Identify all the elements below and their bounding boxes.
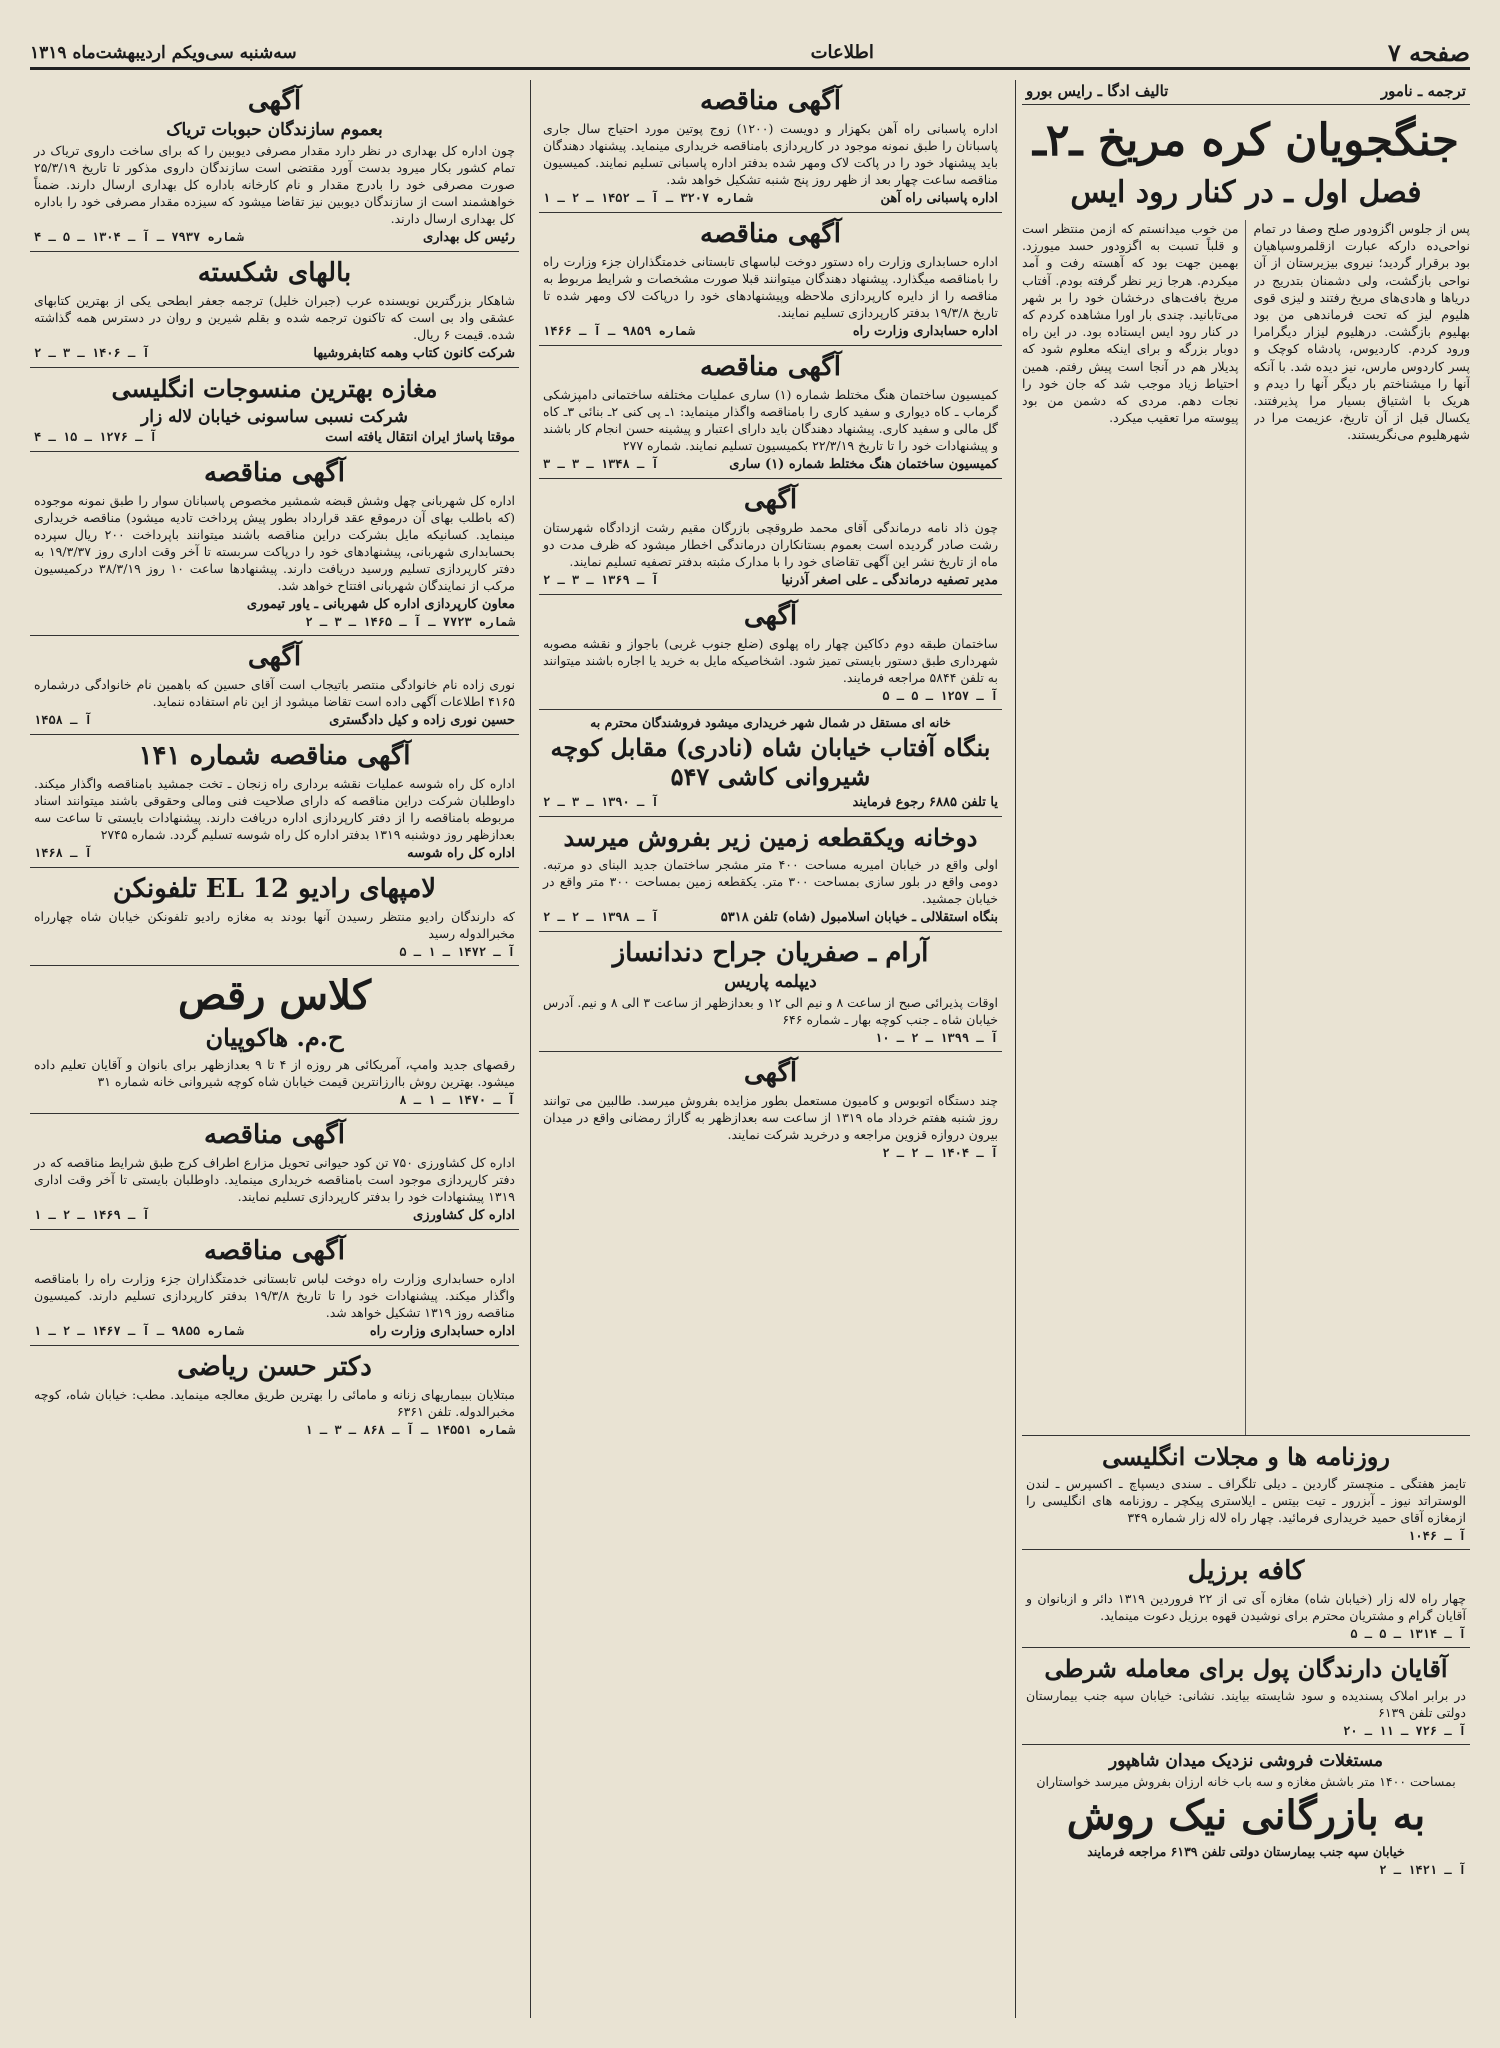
ad-serial: آ ـ ۱۴۲۱ ـ ۲ [1379, 1863, 1466, 1877]
ad-serial: آ ـ ۱۳۶۹ ـ ۳ ـ ۲ [543, 573, 659, 587]
ad-body: اوقات پذیرائی صبح از ساعت ۸ و نیم الی ۱۲ و بعدازظهر از ساعت ۳ الی ۸ و نیم. آدرس خیابان شاه ـ جنب کوچه بهار ـ شماره ۶۴۶ [543, 995, 998, 1027]
ad-loans [1022, 1648, 1470, 1745]
story-credits [1022, 80, 1470, 105]
ad-dance [30, 966, 519, 1114]
ad-shops [539, 595, 1002, 710]
ad-brand: به بازرگانی نیک روش [1066, 1792, 1426, 1839]
ad-title: بنگاه آفتاب خیابان شاه (نادری) مقابل کوچه شیروانی کاشی ۵۴۷ [550, 733, 991, 791]
ad-body: کمیسیون ساختمان هنگ مختلط شماره (۱) ساری عملیات مختلفه ساختمانی دامپزشکی گرماب ـ کاه دیواری و سفید کاری را بامناقصه واگذار مینماید: ۱ـ پی کنی ۲ـ بنائی ۳ـ کاه گل مالی و سفید کاری. پیشنهاد دهندگان باید دارای اعتبار و پیشینه حسن انجام کار باشند و پیشنهادات خود را تا تاریخ ۲۲/۳/۱۹ بکمیسیون تسلیم نمایند. شماره ۲۷۷ [543, 387, 998, 453]
ad-liquidation [539, 479, 1002, 595]
ad-serial: آ ـ ۱۴۷۰ ـ ۱ ـ ۸ [399, 1093, 515, 1107]
ad-title: آگهی [247, 86, 302, 116]
ad-serial: آ ـ ۱۳۹۰ ـ ۳ ـ ۲ [543, 795, 659, 809]
ad-signer: معاون کارپردازی اداره کل شهربانی ـ یاور تیموری [246, 597, 515, 612]
ad-tender-rail [539, 80, 1002, 213]
ad-title: آگهی [743, 1058, 798, 1088]
paper-name: اطلاعات [810, 42, 874, 63]
ad-title: آگهی [743, 485, 798, 515]
column-story [1015, 80, 1470, 2018]
ad-body: که دارندگان رادیو منتظر رسیدن آنها بودند به مغازه رادیو تلفونکن خیابان شاه چهارراه مخبرالدوله رسید [34, 909, 515, 941]
ad-body: خانه ای مستقل در شمال شهر خریداری میشود فروشندگان محترم به [590, 715, 951, 730]
ad-land-sale [539, 817, 1002, 932]
ad-body: اداره کل راه شوسه عملیات نقشه برداری راه زنجان ـ تخت جمشید بامناقصه واگذار میکند. داوطلبان شرکت دراین مناقصه که دارای صلاحیت فنی ومالی وحقوقی باشند میتوانند اسناد مربوطه بامناقصه را از دفتر کارپردازی اداره دریافت دارند. پیشنهادات بایستی تا ساعت سه بعدازظهر روز دوشنبه ۱۳۱۹ بدفتر اداره کل راه شوسه تسلیم گردد. شماره ۲۷۴۵ [34, 776, 515, 842]
ad-title: کلاس رقص [177, 972, 372, 1019]
column-left [30, 80, 525, 2018]
ad-title: آگهی مناقصه [700, 86, 841, 116]
ad-title: مستغلات فروشی نزدیک میدان شاهپور [1108, 1751, 1384, 1771]
story-column-a: پس از جلوس اگزودور صلح وصفا در تمام نواحی‌ده دارکه عبارت ازقلمروسپاهیان بود برقرار گردید؛ نیروی بیزیرستان از آن نواحی بازگشت، ولی دشمنان بتدریج در دریاها و هادی‌های مریخ رفتند و لیزی قوی هلیوم لیز که تحت فرماندهی من بود بهلیوم بازگشت. درهلیوم لیزار دیگرامرا ورود کردم. کاردیوس، پادشاه کوچک و پسر کاردوس مارس، نیز دیده شد. با آنکه آنها را میشناختم بار دیگر آنها را دیدم و هریک با اشتیاق بسیار مرا پذیرفتند. یکسال قبل از آن تاریخ، عزیمت مرا در شهرهلیوم می‌نگریستند. [1253, 221, 1470, 443]
story-title: جنگجویان کره مریخ ـ۲ـ [1032, 115, 1460, 166]
ad-signer: رئیس کل بهداری [423, 230, 515, 245]
column-middle [530, 80, 1010, 2018]
ad-body: چون ذاد نامه درماندگی آقای محمد طروقچی بازرگان مقیم رشت ازدادگاه شهرستان رشت صادر گردیده است بعموم بستانکاران درماندگی اخطار میشود که ظرف مدت دو ماه از تاریخ نشر این آگهی تقاضای خود را با مدارک مثبته بدفتر تصفیه تسلیم نمایند. [543, 520, 998, 569]
story-subtitle: فصل اول ـ در کنار رود ایس [1070, 175, 1422, 210]
ad-body: اداره حسابداری وزارت راه دوخت لباس تابستانی خدمتگذاران جزء وزارت راه را بامناقصه واگذار میکند. پیشنهادات خود را تا تاریخ ۱۹/۳/۸ بدفتر کارپردازی تسلیم دارند. کمیسیون مناقصه روز ۱۳۱۹ تشکیل خواهد شد. [34, 1271, 515, 1320]
ad-body: چون اداره کل بهداری در نظر دارد مقدار مصرفی دیوبین را که برای ساخت داروی تریاک در تمام کشور بکار میرود بدست آورد مقتضی است سازندگان داروی مذکور تا تاریخ ۲۵/۳/۱۹ صورت مصرفی خود را بادرج مقدار و نام کارخانه باداره کل بهداری ارسال دارند. ضمناً خواهشمند است از سازندگان دیوبین نیز تقاضا میشود که سیزده مقدار مصرفی خود را باداره کل بهداری ارسال دارند. [34, 143, 515, 226]
ad-footer: خیابان سپه جنب بیمارستان دولتی تلفن ۶۱۳۹ مراجعه فرمایند [1087, 1844, 1405, 1859]
ad-serial: آ ـ ۱۲۷۶ ـ ۱۵ ـ ۴ [34, 430, 157, 444]
ad-body: موقتا پاساژ ایران انتقال یافته است [325, 430, 515, 445]
ad-title: آگهی مناقصه [204, 1120, 345, 1150]
ad-title: آگهی مناقصه [204, 458, 345, 488]
ad-body: شاهکار بزرگترین نویسنده عرب (جبران خلیل) ترجمه جعفر ابطحی یکی از بهترین کتابهای عشقی واد بی است که تاکنون ترجمه شده و بقلم شیرین و روان در دسترس همه گذاشته شده. قیمت ۶ ریال. [34, 293, 515, 342]
ad-title: بالهای شکسته [197, 258, 352, 288]
ad-trade [30, 80, 519, 252]
ad-body: نوری زاده نام خانوادگی منتصر باتیجاب است آقای حسین که باهمین نام خانوادگی درشماره ۴۱۶۵ اطلاعات آگهی داده است تقاضا میشود از این نام استفاده ننماید. [34, 677, 515, 709]
ad-tender-road [30, 735, 519, 868]
ad-title: روزنامه ها و مجلات انگلیسی [1102, 1442, 1390, 1471]
ad-serial: آ ـ ۱۴۰۴ ـ ۲ ـ ۲ [882, 1146, 998, 1160]
ad-serial: آ ـ ۱۳۱۴ ـ ۵ ـ ۵ [1350, 1627, 1466, 1641]
ad-doctor [30, 1346, 519, 1443]
ad-body: اداره کل شهربانی چهل وشش قبضه شمشیر مخصوص پاسبانان سوار را طبق نمونه موجوده (که باطلب بهای آن درموقع عقد قرارداد بطور پیش پرداخت تادیه میشود) مناقصه خریداری مینماید. کسانیکه مایل بشرکت دراین مناقصه باشند میتوانند باپرداخت ۲۰۰ ریال سپرده بحسابداری شهربانی، پیشنهادهای خود را درپاکت سربسته تا آخر وقت اداری روز ۱۹/۳/۳۷ به دفتر کارپردازی تسلیم ورسید دریافت دارند. پیشنهادها ساعت ۱۰ روز ۳۸/۳/۱۹ درکمیسیون مرکب از نمایندگان شهربانی افتتاح خواهد شد. [34, 493, 515, 593]
ad-tender-police [30, 452, 519, 636]
ad-title: آرام ـ صفریان جراح دندانساز [612, 938, 929, 968]
ad-textiles [30, 368, 519, 452]
ad-serial: شماره ۷۷۲۳ ـ آ ـ ۱۴۶۵ ـ ۳ ـ ۲ [305, 615, 515, 629]
ad-serial: آ ـ ۷۲۶ ـ ۱۱ ـ ۲۰ [1343, 1724, 1466, 1738]
ad-title: آگهی مناقصه [700, 352, 841, 382]
ad-serial: آ ـ ۱۴۷۲ ـ ۱ ـ ۵ [399, 945, 515, 959]
ad-signer: اداره پاسبانی راه آهن [880, 191, 998, 206]
ad-book-wings [30, 252, 519, 368]
ad-serial: آ ـ ۱۴۶۹ ـ ۲ ـ ۱ [34, 1208, 150, 1222]
ad-bus-auction [539, 1052, 1002, 1166]
ad-serial: آ ـ ۱۴۶۸ [34, 846, 92, 860]
ad-body: ساختمان طبقه دوم دکاکین چهار راه پهلوی (ضلع جنوب غربی) باجواز و نقشه مصوبه شهرداری طبق دستور بایستی تمیز شود. اشخاصیکه مایل به خرید یا اجاره باشند میتوانند به تلفن ۵۸۴۴ مراجعه فرمایند. [543, 636, 999, 685]
ad-subtitle: ح.م. هاکوپیان [205, 1023, 344, 1052]
ad-tender-building [539, 346, 1002, 479]
ad-signer: مدیر تصفیه درماندگی ـ علی اصغر آذرنیا [781, 573, 998, 588]
ad-serial: آ ـ ۱۳۴۸ ـ ۳ ـ ۳ [543, 457, 659, 471]
page-header [30, 38, 1470, 70]
ad-body: رقصهای جدید وامپ، آمریکائی هر روزه از ۴ تا ۹ بعدازظهر برای بانوان و آقایان تعلیم داده میشود. بهترین روش باارزانترین قیمت خیابان شاه کوچه شیروانی خانه شماره ۳۱ [34, 1057, 516, 1089]
ad-title: آگهی مناقصه شماره ۱۴۱ [138, 741, 411, 771]
ad-title: آگهی [743, 601, 798, 631]
ad-body: تایمز هفتگی ـ منچستر گاردین ـ دیلی تلگراف ـ سندی دیسپاچ ـ اکسپرس ـ لندن الوستراتد نیوز ـ آبزرور ـ تیت بیتس ـ ایلاستری پیکچر ـ روزنامه های انگلیسی را ازمغازه آقای حمید خریداری فرمائید. چهار راه لاله زار شماره ۳۴۹ [1026, 1476, 1466, 1525]
ad-serial: آ ـ ۱۲۵۷ ـ ۵ ـ ۵ [882, 689, 998, 703]
ad-body: اداره حسابداری وزارت راه دستور دوخت لباسهای تابستانی خدمتگذاران جزء وزارت راه را بامناقصه میگذارد. پیشنهاد دهندگان میتوانند قبلا صورت مشخصات و شرایط مربوط به مناقصه را از دایره کارپردازی ملاحظه وپیشنهادهای خود را درپاکت لاک ومهر شده تا تاریخ ۱۹/۳/۸ بدفتر کارپردازی تسلیم نمایند. [543, 254, 998, 320]
ad-body: اولی واقع در خیابان امیریه مساحت ۴۰۰ متر مشجر ساختمان جدید البنای دو مرتبه. دومی واقع در بلور سازی بمساحت ۳۰۰ متر. یکقطعه زمین بمساحت ۳۰۰ متر واقع در خیابان جمشید. [543, 857, 998, 906]
ad-footer: شرکت کانون کتاب وهمه کتابفروشیها [313, 346, 515, 361]
ad-serial: شماره ۹۸۵۹ ـ آ ـ ۱۴۶۶ [543, 324, 695, 338]
ad-serial: شماره ۱۴۵۵۱ ـ آ ـ ۸۶۸ ـ ۳ ـ ۱ [305, 1423, 515, 1437]
ad-footer: یا تلفن ۶۸۸۵ رجوع فرمایند [852, 795, 998, 810]
ad-body: چند دستگاه اتوبوس و کامیون مستعمل بطور مزایده بفروش میرسد. طالبین می توانند روز شنبه هفتم خرداد ماه ۱۳۱۹ از ساعت سه بعدازظهر به گاراژ رمضانی واقع در میدان بیرون دروازه قزوین مراجعه و درخرید شرکت نمایند. [543, 1093, 998, 1142]
ad-subtitle: بعموم سازندگان حبوبات تریاک [166, 120, 383, 140]
ad-signer: حسین نوری زاده و کیل دادگستری [329, 713, 515, 728]
ad-body: چهار راه لاله زار (خیابان شاه) مغازه آی تی از ۲۲ فروردین ۱۳۱۹ دائر و ازبانوان و آقایان گرام و مشتریان محترم برای نوشیدن قهوه برزیل دعوت مینماید. [1026, 1591, 1466, 1623]
author: تالیف ادگا ـ رایس بورو [1026, 82, 1169, 100]
ad-tender-accounting [539, 213, 1002, 346]
ad-serial: شماره ۹۸۵۵ ـ آ ـ ۱۴۶۷ ـ ۲ ـ ۱ [34, 1324, 244, 1338]
ad-signer: اداره حسابداری وزارت راه [852, 324, 998, 339]
ad-house-wanted [539, 710, 1002, 817]
story-body [1022, 220, 1470, 1435]
ad-body: بمساحت ۱۴۰۰ متر باشش مغازه و سه باب خانه ارزان بفروش میرسد خواستاران [1036, 1774, 1456, 1789]
ad-cafe [1022, 1550, 1470, 1648]
ad-subtitle: دیپلمه پاریس [724, 972, 817, 992]
ad-title: لامپهای رادیو EL 12 تلفونکن [112, 874, 437, 904]
ad-body: اداره کل کشاورزی ۷۵۰ تن کود حیوانی تحویل مزارع اطراف کرج طبق شرایط مناقصه که در دفتر کارپردازی موجود است بامناقصه خریداری مینماید. داوطلبان بایستی تا آخر وقت اداری ۱۳۱۹ پیشنهادات خود را بدفتر کارپردازی تسلیم نمایند. [34, 1155, 515, 1204]
ad-title: دکتر حسن ریاضی [177, 1352, 372, 1382]
ad-title: آگهی [247, 642, 302, 672]
ad-tender-agri [30, 1114, 519, 1230]
page-number: صفحه ۷ [1387, 38, 1470, 67]
ad-radio [30, 868, 519, 966]
translator: ترجمه ـ نامور [1380, 82, 1466, 100]
ad-serial: آ ـ ۱۰۴۶ [1408, 1529, 1466, 1543]
ad-signer: اداره کل راه شوسه [407, 846, 515, 861]
ad-magazines [1022, 1435, 1470, 1550]
ad-body: اداره پاسبانی راه آهن بکهزار و دویست (۱۲۰۰) زوج پوتین مورد احتیاج سال جاری پاسبانان را طبق نمونه موجود در کارپردازی بامناقصه خریداری مینماید. پیشنهاد دهندگان باید پیشنهاد خود را در پاکت لاک ومهر شده بدفتر اداره پاسبانی تسلیم نمایند. کمیسیون مناقصه ساعت چهار بعد از ظهر روز پنج شنبه تشکیل خواهد شد. [543, 121, 998, 187]
story-column-b: من خوب میدانستم که ازمن منتظر است و قلباً تسبت به اگزودور حسد میورزد. بهمین جهت بود که آهسته رفت و آمد میکردم. هرجا زیر نظر گرفته بودم. آفتاب مریخ بافت‌های درخشان خود را بر شهر می‌تابانید. چندی بار اورا مشاهده کردم که در کنار رود ایس ایستاده بود. در این راه دوبار بزرگه و برای اینکه معلوم شود که پدیلار هم در آنجا است پیش رفتم. همین احتیاط زیاد موجب شد که جان خود را نجات دهم. مردی که دشمن من بود پیوسته مرا تعقیب میکرد. [1022, 220, 1246, 1435]
ad-title: دوخانه ویکقطعه زمین زیر بفروش میرسد [563, 823, 978, 852]
ad-serial: آ ـ ۱۴۵۸ [34, 713, 92, 727]
ad-serial: آ ـ ۱۴۰۶ ـ ۳ ـ ۲ [34, 346, 150, 360]
ad-footer: بنگاه استقلالی ـ خیابان اسلامبول (شاه) تلفن ۵۳۱۸ [720, 910, 998, 925]
ad-serial: آ ـ ۱۳۹۸ ـ ۲ ـ ۲ [543, 910, 659, 924]
ad-title: کافه برزیل [1187, 1556, 1305, 1586]
ad-estate [1022, 1745, 1470, 1883]
ad-title: آگهی مناقصه [700, 219, 841, 249]
ad-serial: آ ـ ۱۳۹۹ ـ ۲ ـ ۱۰ [875, 1031, 998, 1045]
ad-serial: شماره ۳۲۰۷ ـ آ ـ ۱۴۵۲ ـ ۲ ـ ۱ [543, 191, 753, 205]
ad-title: آقایان دارندگان پول برای معامله شرطی [1044, 1654, 1448, 1683]
ad-tender-road-ministry [30, 1230, 519, 1346]
ad-name-change [30, 636, 519, 735]
ad-title: آگهی مناقصه [204, 1236, 345, 1266]
ad-subtitle: شرکت نسبی ساسونی خیابان لاله زار [141, 407, 408, 427]
ad-title: مغازه بهترین منسوجات انگلیسی [111, 374, 438, 403]
issue-date: سه‌شنبه سی‌و‌یکم اردیبهشت‌ماه ۱۳۱۹ [30, 42, 297, 63]
ad-signer: اداره کل کشاورزی [413, 1208, 515, 1223]
ad-serial: شماره ۷۹۳۷ ـ آ ـ ۱۳۰۴ ـ ۵ ـ ۴ [34, 230, 244, 244]
ad-body: در برابر املاک پسندیده و سود شایسته بیایند. نشانی: خیابان سپه جنب بیمارستان دولتی تلفن ۶۱۳۹ [1026, 1688, 1466, 1720]
ad-signer: اداره حسابداری وزارت راه [369, 1324, 515, 1339]
ad-signer: کمیسیون ساختمان هنگ مختلط شماره (۱) ساری [729, 457, 998, 472]
ad-body: مبتلایان ببیماریهای زنانه و مامائی را بهترین طریق معالجه مینماید. مطب: خیابان شاه، کوچه مخبرالدوله. تلفن ۶۳۶۱ [34, 1387, 515, 1419]
ad-dentist [539, 932, 1002, 1052]
